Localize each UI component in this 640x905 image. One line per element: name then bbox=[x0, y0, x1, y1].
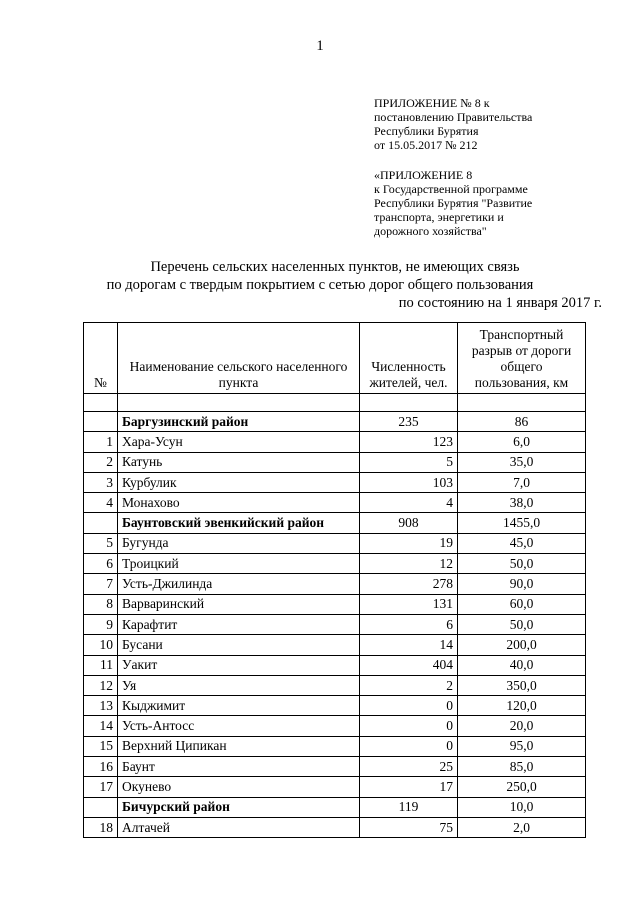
table-row bbox=[84, 777, 586, 797]
cell-population: 103 bbox=[360, 472, 458, 492]
cell-gap: 2,0 bbox=[458, 817, 586, 837]
title-line: Перечень сельских населенных пунктов, не имеющих связь bbox=[150, 259, 520, 275]
cell-num: 9 bbox=[84, 614, 118, 634]
annex-program-line: Республики Бурятия "Развитие bbox=[374, 196, 533, 210]
cell-population: 14 bbox=[360, 635, 458, 655]
table-row bbox=[84, 554, 586, 574]
cell-num: 4 bbox=[84, 493, 118, 513]
table-row bbox=[84, 655, 586, 675]
cell-population: 119 bbox=[360, 797, 458, 817]
district-row bbox=[84, 797, 586, 817]
cell-gap: 60,0 bbox=[458, 594, 586, 614]
cell-gap: 120,0 bbox=[458, 696, 586, 716]
cell-population: 12 bbox=[360, 554, 458, 574]
cell-population: 0 bbox=[360, 736, 458, 756]
cell-num bbox=[84, 797, 118, 817]
cell-name: Усть-Джилинда bbox=[118, 574, 360, 594]
page-number: 1 bbox=[316, 38, 324, 54]
district-row bbox=[84, 412, 586, 432]
cell-num: 5 bbox=[84, 533, 118, 553]
cell-num: 18 bbox=[84, 817, 118, 837]
header-num: № bbox=[84, 323, 118, 394]
annex-program-line: дорожного хозяйства" bbox=[374, 224, 487, 238]
header-gap: Транспортный разрыв от дороги общего пользования, км bbox=[458, 323, 586, 394]
cell-num bbox=[84, 412, 118, 432]
settlements-table bbox=[83, 322, 586, 838]
table-row bbox=[84, 432, 586, 452]
cell-name: Кыджимит bbox=[118, 696, 360, 716]
annex-program-line: транспорта, энергетики и bbox=[374, 210, 504, 224]
annex-decree-line: от 15.05.2017 № 212 bbox=[374, 138, 478, 152]
table-row bbox=[84, 675, 586, 695]
cell-num: 8 bbox=[84, 594, 118, 614]
cell-name: Окунево bbox=[118, 777, 360, 797]
table-row bbox=[84, 757, 586, 777]
table-row bbox=[84, 493, 586, 513]
cell-population: 123 bbox=[360, 432, 458, 452]
cell-num: 10 bbox=[84, 635, 118, 655]
document-title bbox=[0, 258, 640, 312]
table-body bbox=[84, 394, 586, 838]
cell-population: 0 bbox=[360, 696, 458, 716]
cell-name: Варваринский bbox=[118, 594, 360, 614]
header-population: Численность жителей, чел. bbox=[360, 323, 458, 394]
cell-gap: 38,0 bbox=[458, 493, 586, 513]
cell-population: 6 bbox=[360, 614, 458, 634]
cell-population: 75 bbox=[360, 817, 458, 837]
table-row bbox=[84, 452, 586, 472]
cell-gap: 250,0 bbox=[458, 777, 586, 797]
cell-gap: 6,0 bbox=[458, 432, 586, 452]
cell-num: 11 bbox=[84, 655, 118, 675]
cell-population: 0 bbox=[360, 716, 458, 736]
annex-decree-line: постановлению Правительства bbox=[374, 110, 533, 124]
header-name: Наименование сельского населенного пункта bbox=[118, 323, 360, 394]
cell-num: 2 bbox=[84, 452, 118, 472]
cell-name: Баргузинский район bbox=[118, 412, 360, 432]
cell-name: Бусани bbox=[118, 635, 360, 655]
spacer-row bbox=[84, 394, 586, 412]
cell-gap: 40,0 bbox=[458, 655, 586, 675]
cell-num: 12 bbox=[84, 675, 118, 695]
table-row bbox=[84, 696, 586, 716]
title-line: по дорогам с твердым покрытием с сетью дорог общего пользования bbox=[106, 277, 534, 293]
cell-gap: 1455,0 bbox=[458, 513, 586, 533]
table-row bbox=[84, 533, 586, 553]
annex-program-line: к Государственной программе bbox=[374, 182, 528, 196]
table-row bbox=[84, 817, 586, 837]
cell-num: 1 bbox=[84, 432, 118, 452]
cell-name: Троицкий bbox=[118, 554, 360, 574]
cell-gap: 35,0 bbox=[458, 452, 586, 472]
cell-name: Верхний Ципикан bbox=[118, 736, 360, 756]
annex-decree-line: Республики Бурятия bbox=[374, 124, 479, 138]
district-row bbox=[84, 513, 586, 533]
cell-num: 15 bbox=[84, 736, 118, 756]
annex-decree-block bbox=[374, 96, 532, 152]
cell-gap: 95,0 bbox=[458, 736, 586, 756]
table-header-row bbox=[84, 323, 586, 394]
table-row bbox=[84, 472, 586, 492]
cell-gap: 20,0 bbox=[458, 716, 586, 736]
annex-program-block bbox=[374, 168, 532, 238]
cell-gap: 45,0 bbox=[458, 533, 586, 553]
cell-num: 13 bbox=[84, 696, 118, 716]
cell-num: 16 bbox=[84, 757, 118, 777]
cell-name: Уакит bbox=[118, 655, 360, 675]
table-row bbox=[84, 736, 586, 756]
cell-num: 3 bbox=[84, 472, 118, 492]
cell-num: 17 bbox=[84, 777, 118, 797]
cell-population: 4 bbox=[360, 493, 458, 513]
title-date-line: по состоянию на 1 января 2017 г. bbox=[398, 295, 602, 311]
cell-num: 6 bbox=[84, 554, 118, 574]
table-row bbox=[84, 614, 586, 634]
annex-program-line: «ПРИЛОЖЕНИЕ 8 bbox=[374, 168, 473, 182]
cell-population: 5 bbox=[360, 452, 458, 472]
cell-gap: 90,0 bbox=[458, 574, 586, 594]
table-row bbox=[84, 635, 586, 655]
cell-name: Баунтовский эвенкийский район bbox=[118, 513, 360, 533]
cell-population: 19 bbox=[360, 533, 458, 553]
cell-name: Бичурский район bbox=[118, 797, 360, 817]
cell-gap: 7,0 bbox=[458, 472, 586, 492]
table-row bbox=[84, 716, 586, 736]
cell-name: Уя bbox=[118, 675, 360, 695]
annex-decree-line: ПРИЛОЖЕНИЕ № 8 к bbox=[374, 96, 490, 110]
cell-name: Монахово bbox=[118, 493, 360, 513]
cell-num bbox=[84, 513, 118, 533]
cell-name: Хара-Усун bbox=[118, 432, 360, 452]
cell-gap: 10,0 bbox=[458, 797, 586, 817]
cell-population: 17 bbox=[360, 777, 458, 797]
cell-population: 131 bbox=[360, 594, 458, 614]
cell-num: 14 bbox=[84, 716, 118, 736]
cell-gap: 350,0 bbox=[458, 675, 586, 695]
cell-name: Бугунда bbox=[118, 533, 360, 553]
cell-gap: 50,0 bbox=[458, 554, 586, 574]
cell-gap: 200,0 bbox=[458, 635, 586, 655]
cell-population: 25 bbox=[360, 757, 458, 777]
cell-population: 908 bbox=[360, 513, 458, 533]
cell-gap: 86 bbox=[458, 412, 586, 432]
cell-population: 404 bbox=[360, 655, 458, 675]
cell-population: 235 bbox=[360, 412, 458, 432]
cell-gap: 50,0 bbox=[458, 614, 586, 634]
cell-name: Карафтит bbox=[118, 614, 360, 634]
cell-name: Алтачей bbox=[118, 817, 360, 837]
cell-population: 2 bbox=[360, 675, 458, 695]
cell-name: Баунт bbox=[118, 757, 360, 777]
cell-name: Курбулик bbox=[118, 472, 360, 492]
cell-name: Катунь bbox=[118, 452, 360, 472]
cell-num: 7 bbox=[84, 574, 118, 594]
table-row bbox=[84, 594, 586, 614]
cell-gap: 85,0 bbox=[458, 757, 586, 777]
table-row bbox=[84, 574, 586, 594]
cell-name: Усть-Антосс bbox=[118, 716, 360, 736]
cell-population: 278 bbox=[360, 574, 458, 594]
